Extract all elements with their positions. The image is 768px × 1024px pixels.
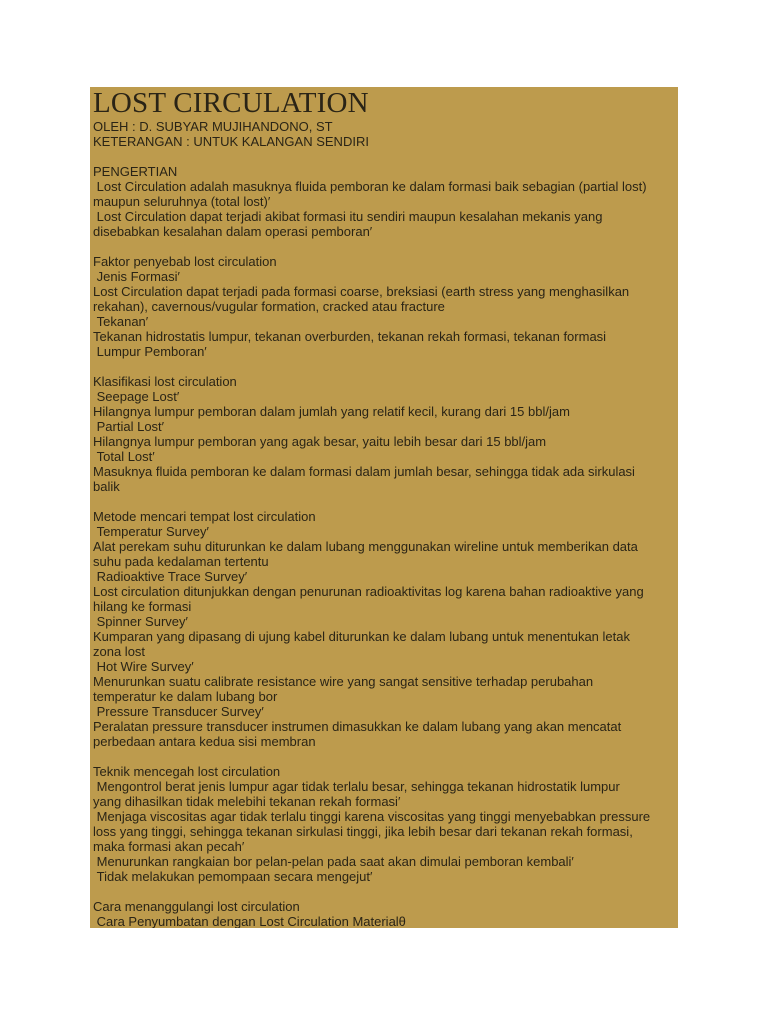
text-line: perbedaan antara kedua sisi membran — [93, 734, 316, 749]
text-line: Lost Circulation dapat terjadi pada formasi coarse, breksiasi (earth stress yang menghasilkan — [93, 284, 630, 299]
blank-line — [93, 239, 675, 254]
text-line: hilang ke formasi — [93, 599, 192, 614]
text-line: Radioaktive Trace Survey′ — [93, 569, 248, 584]
text-line: Tekanan′ — [93, 314, 149, 329]
text-line: balik — [93, 479, 120, 494]
text-line: Menurunkan suatu calibrate resistance wire yang sangat sensitive terhadap perubahan — [93, 674, 594, 689]
text-line: suhu pada kedalaman tertentu — [93, 554, 269, 569]
text-line: OLEH : D. SUBYAR MUJIHANDONO, ST — [93, 119, 333, 134]
text-line: Lost circulation ditunjukkan dengan penurunan radioaktivitas log karena bahan radioaktive yang — [93, 584, 644, 599]
text-line: Klasifikasi lost circulation — [93, 374, 237, 389]
text-line: Menurunkan rangkaian bor pelan-pelan pada saat akan dimulai pemboran kembali′ — [93, 854, 574, 869]
text-line: Tidak melakukan pemompaan secara mengejut′ — [93, 869, 373, 884]
blank-line — [93, 149, 675, 164]
blank-line — [93, 359, 675, 374]
text-line: disebabkan kesalahan dalam operasi pemboran′ — [93, 224, 373, 239]
text-line: Lumpur Pemboran′ — [93, 344, 207, 359]
text-line: Mengontrol berat jenis lumpur agar tidak terlalu besar, sehingga tekanan hidrostatik lumpur — [93, 779, 620, 794]
text-line: Alat perekam suhu diturunkan ke dalam lubang menggunakan wireline untuk memberikan data — [93, 539, 638, 554]
text-line: Lost Circulation dapat terjadi akibat formasi itu sendiri maupun kesalahan mekanis yang — [93, 209, 603, 224]
text-line: Hot Wire Survey′ — [93, 659, 194, 674]
text-line: KETERANGAN : UNTUK KALANGAN SENDIRI — [93, 134, 369, 149]
text-line: Faktor penyebab lost circulation — [93, 254, 277, 269]
text-line: Pressure Transducer Survey′ — [93, 704, 264, 719]
text-line: Peralatan pressure transducer instrumen dimasukkan ke dalam lubang yang akan mencatat — [93, 719, 622, 734]
text-line: Teknik mencegah lost circulation — [93, 764, 281, 779]
text-line: Partial Lost′ — [93, 419, 165, 434]
blank-line — [93, 494, 675, 509]
text-line: Menjaga viscositas agar tidak terlalu tinggi karena viscositas yang tinggi menyebabkan pressure — [93, 809, 651, 824]
text-line: Metode mencari tempat lost circulation — [93, 509, 316, 524]
text-line: Spinner Survey′ — [93, 614, 188, 629]
text-line: Temperatur Survey′ — [93, 524, 209, 539]
text-line: Lost Circulation adalah masuknya fluida pemboran ke dalam formasi baik sebagian (partial lost) — [93, 179, 647, 194]
text-line: loss yang tinggi, sehingga tekanan sirkulasi tinggi, jika lebih besar dari tekanan rekah formasi, — [93, 824, 633, 839]
document-body — [93, 119, 675, 928]
text-line: rekahan), cavernous/vugular formation, cracked atau fracture — [93, 299, 445, 314]
text-line: Tekanan hidrostatis lumpur, tekanan overburden, tekanan rekah formasi, tekanan formasi — [93, 329, 607, 344]
text-line: Masuknya fluida pemboran ke dalam formasi dalam jumlah besar, sehingga tidak ada sirkulasi — [93, 464, 635, 479]
text-line: Kumparan yang dipasang di ujung kabel diturunkan ke dalam lubang untuk menentukan letak — [93, 629, 630, 644]
text-line: Total Lost′ — [93, 449, 155, 464]
text-line: maupun seluruhnya (total lost)′ — [93, 194, 271, 209]
text-line: Cara Penyumbatan dengan Lost Circulation Materialθ — [93, 914, 406, 928]
text-line: maka formasi akan pecah′ — [93, 839, 245, 854]
blank-line — [93, 749, 675, 764]
text-line: Hilangnya lumpur pemboran yang agak besar, yaitu lebih besar dari 15 bbl/jam — [93, 434, 547, 449]
blank-line — [93, 884, 675, 899]
document-title: LOST CIRCULATION — [93, 87, 369, 119]
text-line: temperatur ke dalam lubang bor — [93, 689, 278, 704]
document-page — [90, 87, 678, 928]
text-line: Jenis Formasi′ — [93, 269, 180, 284]
text-line: zona lost — [93, 644, 146, 659]
text-line: PENGERTIAN — [93, 164, 178, 179]
text-line: yang dihasilkan tidak melebihi tekanan rekah formasi′ — [93, 794, 401, 809]
text-line: Hilangnya lumpur pemboran dalam jumlah yang relatif kecil, kurang dari 15 bbl/jam — [93, 404, 570, 419]
text-line: Cara menanggulangi lost circulation — [93, 899, 300, 914]
text-line: Seepage Lost′ — [93, 389, 180, 404]
